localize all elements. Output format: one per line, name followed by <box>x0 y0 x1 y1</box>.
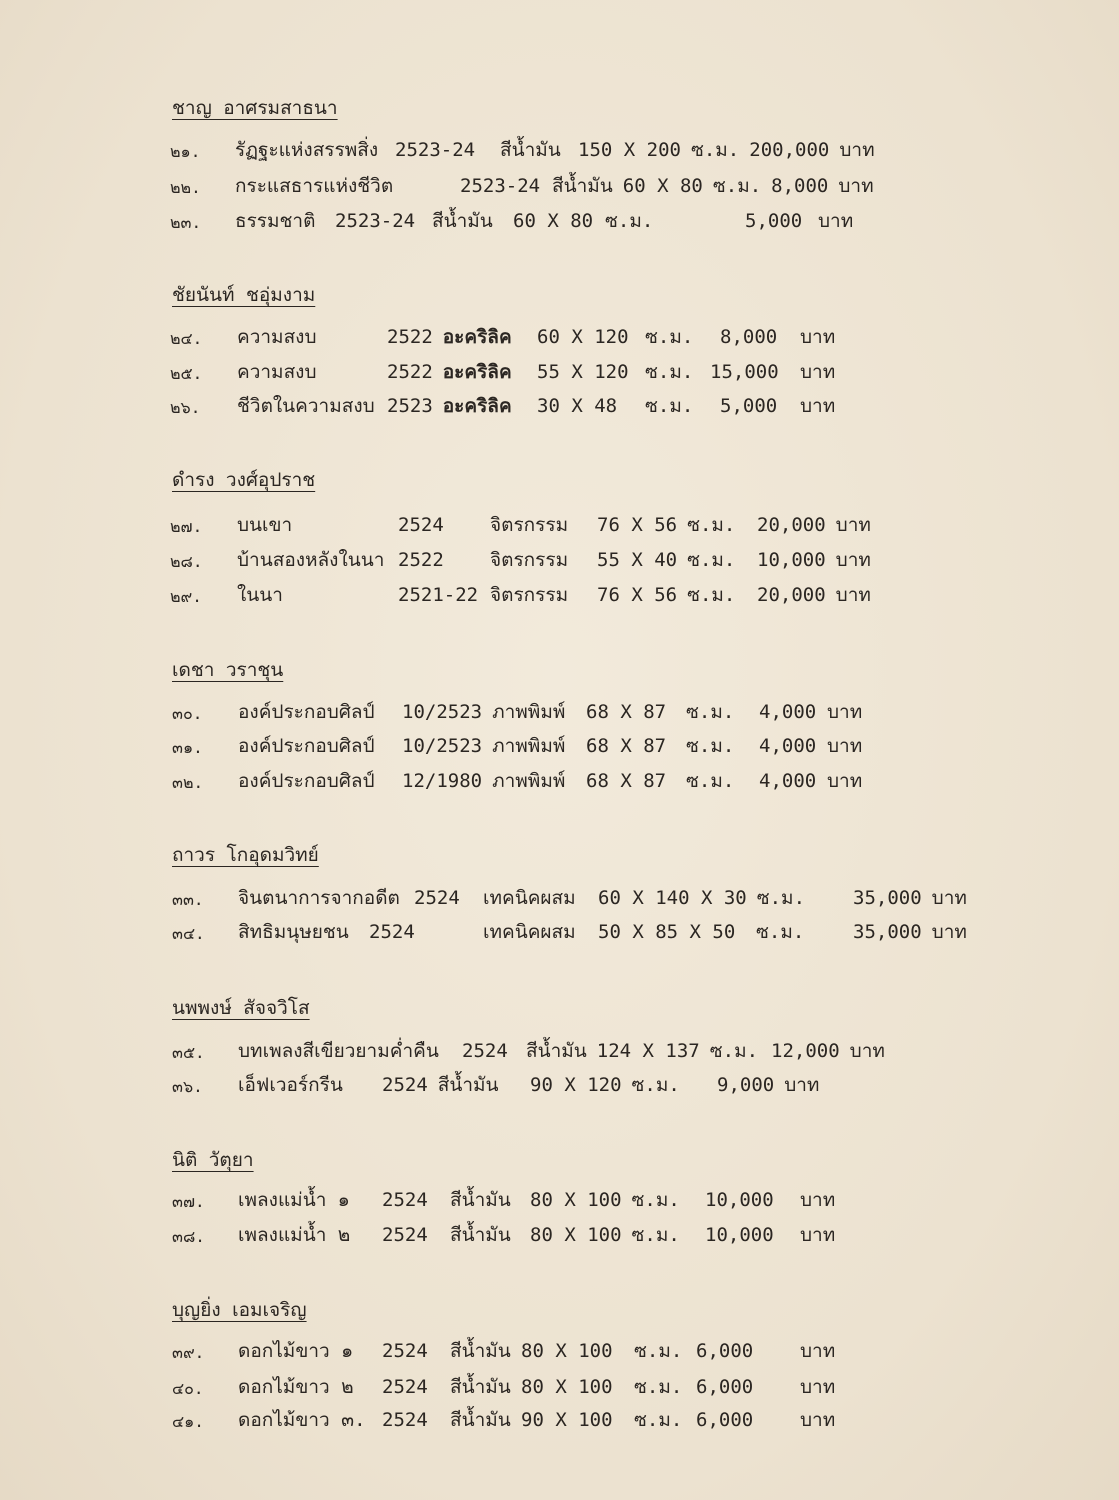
artwork-no: ๓๙. <box>172 1343 205 1362</box>
artwork-title: จินตนาการจากอดีต <box>238 887 400 909</box>
artwork-year: 12/1980 <box>402 770 483 792</box>
artwork-no: ๓๔. <box>172 924 205 943</box>
artwork-medium: จิตรกรรม <box>490 549 569 571</box>
artist-heading: บุญยิ่ง เอมเจริญ <box>172 1299 307 1321</box>
artwork-year: 10/2523 <box>402 701 483 723</box>
artist-heading: ดำรง วงศ์อุปราช <box>172 469 316 491</box>
artwork-year: 2524 <box>382 1376 428 1398</box>
artwork-currency: บาท <box>800 326 836 348</box>
artwork-size: 150 X 200 <box>578 139 681 161</box>
artwork-unit: ซ.ม. <box>631 1224 680 1246</box>
artwork-no: ๓๗. <box>172 1192 205 1211</box>
artwork-medium: จิตรกรรม <box>490 514 569 536</box>
artwork-no: ๓๘. <box>172 1227 205 1246</box>
artwork-unit: ซ.ม. <box>645 326 694 348</box>
artwork-currency: บาท <box>835 549 871 571</box>
artwork-medium: สีน้ำมัน <box>450 1189 511 1211</box>
artwork-price: 12,000 <box>771 1040 840 1062</box>
artwork-size: 80 X 100 <box>521 1376 613 1398</box>
artwork-year: 2523-24 <box>335 210 416 232</box>
artwork-title: ดอกไม้ขาว ๓. <box>238 1409 366 1431</box>
artwork-price: 4,000 <box>759 770 817 792</box>
artwork-title: เอ็ฟเวอร์กรีน <box>238 1074 343 1096</box>
artwork-title: ดอกไม้ขาว ๑ <box>238 1340 354 1362</box>
artwork-size: 68 X 87 <box>586 735 667 757</box>
artist-heading: ถาวร โกอุดมวิทย์ <box>172 844 319 866</box>
artwork-year: 10/2523 <box>402 735 483 757</box>
artwork-medium: สีน้ำมัน <box>526 1040 587 1062</box>
artwork-unit: ซ.ม. <box>690 139 740 161</box>
artwork-currency: บาท <box>838 175 874 197</box>
artwork-title: ดอกไม้ขาว ๒ <box>238 1376 354 1398</box>
artwork-medium: สีน้ำมัน <box>450 1340 511 1362</box>
artwork-size: 90 X 120 <box>530 1074 622 1096</box>
artwork-medium: ภาพพิมพ์ <box>492 735 566 757</box>
artwork-size: 68 X 87 <box>586 770 667 792</box>
artwork-currency: บาท <box>800 395 836 417</box>
artwork-year: 2524 <box>398 514 444 536</box>
artwork-size: 80 X 100 <box>530 1189 622 1211</box>
artwork-unit: ซ.ม. <box>634 1409 683 1431</box>
artwork-no: ๒๕. <box>170 364 203 383</box>
artwork-no: ๒๗. <box>170 517 203 536</box>
artwork-unit: ซ.ม. <box>687 549 736 571</box>
artwork-size: 50 X 85 X 50 <box>598 921 736 943</box>
artwork-medium: สีน้ำมัน <box>450 1224 511 1246</box>
artwork-size: 124 X 137 <box>596 1040 700 1062</box>
artwork-medium: เทคนิคผสม <box>483 887 576 909</box>
artwork-year: 2523-24 <box>460 175 541 197</box>
artwork-title: ความสงบ <box>237 326 317 348</box>
artwork-no: ๒๓. <box>170 213 202 232</box>
artwork-price: 10,000 <box>705 1224 774 1246</box>
artwork-medium: อะคริลิค <box>442 361 512 383</box>
artwork-medium: สีน้ำมัน <box>450 1376 511 1398</box>
artwork-price: 35,000 <box>853 921 922 943</box>
artwork-price: 20,000 <box>757 514 826 536</box>
artwork-price: 6,000 <box>696 1376 754 1398</box>
artwork-unit: ซ.ม. <box>631 1074 680 1096</box>
artwork-price: 10,000 <box>757 549 826 571</box>
artwork-price: 6,000 <box>696 1340 754 1362</box>
artist-heading: ชาญ อาศรมสาธนา <box>172 97 338 119</box>
artwork-title: เพลงแม่น้ำ ๑ <box>238 1189 350 1211</box>
artwork-currency: บาท <box>800 1189 836 1211</box>
artwork-title: องค์ประกอบศิลป์ <box>238 735 375 757</box>
artwork-medium: อะคริลิค <box>442 326 512 348</box>
artwork-title: บทเพลงสีเขียวยามค่ำคืน <box>238 1040 439 1062</box>
artwork-price: 10,000 <box>705 1189 774 1211</box>
artwork-no: ๓๒. <box>172 773 204 792</box>
artwork-currency: บาท <box>849 1040 885 1062</box>
artwork-medium: ภาพพิมพ์ <box>492 770 566 792</box>
artwork-medium: สีน้ำมัน <box>450 1409 511 1431</box>
artwork-unit: ซ.ม. <box>687 584 736 606</box>
artwork-unit: ซ.ม. <box>712 175 762 197</box>
artwork-size: 76 X 56 <box>597 514 678 536</box>
artwork-price: 35,000 <box>853 887 922 909</box>
artwork-year: 2524 <box>382 1074 428 1096</box>
artist-heading: เดชา วราชุน <box>172 659 284 681</box>
artwork-unit: ซ.ม. <box>686 770 735 792</box>
artwork-title: รัฏฐะแห่งสรรพสิ่ง <box>235 139 379 161</box>
artwork-no: ๒๘. <box>170 552 203 571</box>
artwork-unit: ซ.ม. <box>686 735 735 757</box>
artwork-currency: บาท <box>827 770 863 792</box>
artwork-price: 9,000 <box>717 1074 775 1096</box>
artwork-currency: บาท <box>800 1224 836 1246</box>
artwork-medium: อะคริลิค <box>442 395 512 417</box>
artwork-price: 20,000 <box>757 584 826 606</box>
artist-heading: ชัยนันท์ ชอุ่มงาม <box>172 284 316 306</box>
artwork-unit: ซ.ม. <box>634 1340 683 1362</box>
artwork-size: 60 X 140 X 30 <box>598 887 747 909</box>
artwork-medium: ภาพพิมพ์ <box>492 701 566 723</box>
artwork-size: 60 X 80 <box>622 175 703 197</box>
artwork-no: ๒๖. <box>170 398 201 417</box>
artwork-title: องค์ประกอบศิลป์ <box>238 701 375 723</box>
artwork-size: 55 X 120 <box>537 361 629 383</box>
artwork-year: 2524 <box>414 887 460 909</box>
artwork-currency: บาท <box>839 139 875 161</box>
artwork-size: 80 X 100 <box>521 1340 613 1362</box>
artwork-unit: ซ.ม. <box>634 1376 683 1398</box>
artwork-no: ๓๖. <box>172 1077 203 1096</box>
artwork-currency: บาท <box>931 921 967 943</box>
artwork-year: 2522 <box>387 361 433 383</box>
artwork-currency: บาท <box>800 1340 836 1362</box>
artwork-no: ๔๐. <box>172 1379 204 1398</box>
artwork-year: 2524 <box>382 1409 428 1431</box>
artwork-no: ๒๔. <box>170 329 203 348</box>
artwork-medium: สีน้ำมัน <box>500 139 561 161</box>
artwork-currency: บาท <box>835 584 871 606</box>
artwork-medium: จิตรกรรม <box>490 584 569 606</box>
artwork-title: บ้านสองหลังในนา <box>237 549 385 571</box>
artwork-no: ๒๑. <box>170 142 201 161</box>
artwork-title: บนเขา <box>237 514 293 536</box>
artwork-size: 55 X 40 <box>597 549 678 571</box>
artwork-unit: ซ.ม. <box>631 1189 680 1211</box>
artwork-title: สิทธิมนุษยชน <box>238 921 349 943</box>
artwork-currency: บาท <box>784 1074 820 1096</box>
artwork-title: ในนา <box>237 584 283 606</box>
artwork-title: ความสงบ <box>237 361 317 383</box>
artwork-no: ๓๐. <box>172 704 203 723</box>
artwork-currency: บาท <box>800 1376 836 1398</box>
artwork-size: 60 X 80 <box>513 210 594 232</box>
artwork-medium: สีน้ำมัน <box>552 175 613 197</box>
artist-heading: นพพงษ์ สัจจวิโส <box>172 997 310 1019</box>
artwork-price: 6,000 <box>696 1409 754 1431</box>
artwork-currency: บาท <box>827 701 863 723</box>
artwork-year: 2523 <box>387 395 433 417</box>
artwork-year: 2522 <box>398 549 444 571</box>
artwork-price: 8,000 <box>771 175 829 197</box>
artwork-title: องค์ประกอบศิลป์ <box>238 770 375 792</box>
artwork-medium: สีน้ำมัน <box>437 1074 499 1096</box>
artwork-currency: บาท <box>818 210 854 232</box>
artwork-price: 15,000 <box>710 361 779 383</box>
artwork-title: ชีวิตในความสงบ <box>237 395 375 417</box>
artwork-no: ๓๑. <box>172 738 203 757</box>
artwork-unit: ซ.ม. <box>687 514 736 536</box>
artwork-unit: ซ.ม. <box>686 701 735 723</box>
artwork-price: 4,000 <box>759 701 817 723</box>
artwork-title: กระแสธารแห่งชีวิต <box>235 175 394 197</box>
artwork-title: เพลงแม่น้ำ ๒ <box>238 1224 351 1246</box>
artwork-no: ๒๙. <box>170 587 202 606</box>
artwork-year: 2524 <box>369 921 415 943</box>
artwork-price: 4,000 <box>759 735 817 757</box>
artwork-no: ๓๓. <box>172 890 204 909</box>
artwork-unit: ซ.ม. <box>756 921 805 943</box>
artwork-year: 2524 <box>382 1224 428 1246</box>
artwork-unit: ซ.ม. <box>756 887 806 909</box>
artwork-no: ๓๕. <box>172 1043 205 1062</box>
artwork-size: 76 X 56 <box>597 584 678 606</box>
artwork-medium: เทคนิคผสม <box>483 921 576 943</box>
artwork-currency: บาท <box>800 1409 836 1431</box>
artwork-no: ๔๑. <box>172 1412 204 1431</box>
artwork-unit: ซ.ม. <box>645 395 694 417</box>
artwork-unit: ซ.ม. <box>709 1040 759 1062</box>
artwork-price: 8,000 <box>720 326 778 348</box>
artwork-no: ๒๒. <box>170 178 201 197</box>
artwork-unit: ซ.ม. <box>605 210 654 232</box>
artwork-currency: บาท <box>827 735 863 757</box>
artwork-unit: ซ.ม. <box>645 361 694 383</box>
artwork-title: ธรรมชาติ <box>235 210 316 232</box>
artwork-currency: บาท <box>931 887 967 909</box>
artwork-year: 2522 <box>387 326 433 348</box>
artwork-year: 2524 <box>382 1189 428 1211</box>
artwork-size: 80 X 100 <box>530 1224 622 1246</box>
artwork-currency: บาท <box>835 514 871 536</box>
artwork-year: 2524 <box>382 1340 428 1362</box>
artwork-year: 2521-22 <box>398 584 479 606</box>
artwork-price: 200,000 <box>749 139 830 161</box>
artwork-price: 5,000 <box>720 395 778 417</box>
artwork-year: 2523-24 <box>395 139 476 161</box>
artwork-size: 68 X 87 <box>586 701 667 723</box>
artist-heading: นิติ วัตุยา <box>172 1149 254 1171</box>
artwork-year: 2524 <box>462 1040 508 1062</box>
artwork-medium: สีน้ำมัน <box>432 210 493 232</box>
artwork-currency: บาท <box>800 361 836 383</box>
artwork-price: 5,000 <box>745 210 803 232</box>
artwork-size: 90 X 100 <box>521 1409 613 1431</box>
artwork-size: 30 X 48 <box>537 395 618 417</box>
artwork-size: 60 X 120 <box>537 326 629 348</box>
